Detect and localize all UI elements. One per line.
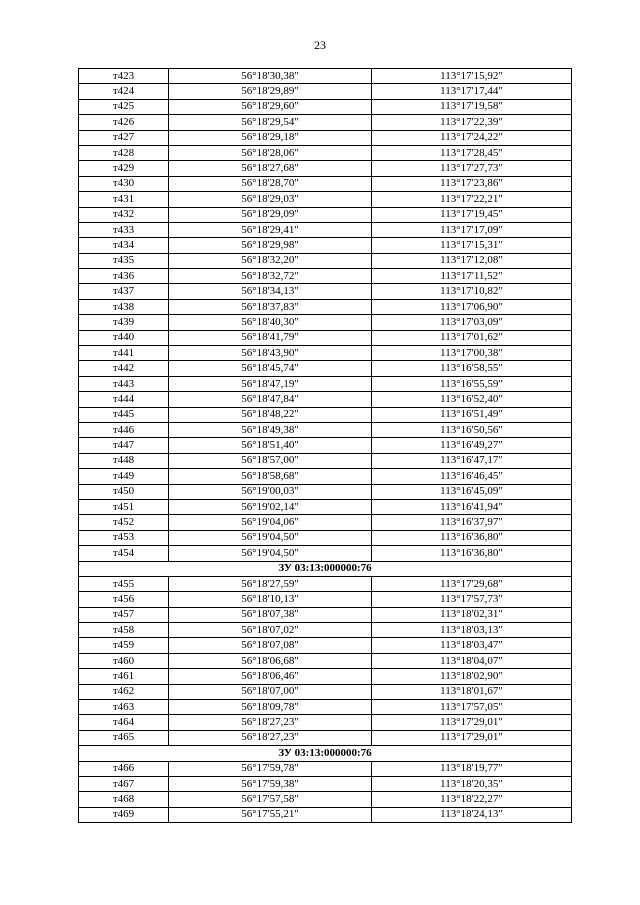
latitude-cell: 56°18'29,41": [169, 222, 372, 237]
section-title: ЗУ 03:13:000000:76: [79, 746, 572, 761]
table-row: [79, 99, 572, 114]
table-row: [79, 69, 572, 84]
point-id-cell: т469: [79, 807, 169, 822]
longitude-cell: 113°17'17,44": [372, 84, 572, 99]
longitude-cell: 113°16'36,80": [372, 546, 572, 561]
latitude-cell: 56°19'02,14": [169, 499, 372, 514]
longitude-cell: 113°17'15,92": [372, 69, 572, 84]
latitude-cell: 56°18'32,72": [169, 269, 372, 284]
latitude-cell: 56°18'40,30": [169, 315, 372, 330]
point-id-cell: т441: [79, 346, 169, 361]
latitude-cell: 56°18'07,02": [169, 623, 372, 638]
point-id-cell: т438: [79, 299, 169, 314]
point-id-cell: т462: [79, 684, 169, 699]
longitude-cell: 113°16'36,80": [372, 530, 572, 545]
longitude-cell: 113°16'49,27": [372, 438, 572, 453]
point-id-cell: т455: [79, 576, 169, 591]
point-id-cell: т454: [79, 546, 169, 561]
table-row: [79, 592, 572, 607]
point-id-cell: т464: [79, 715, 169, 730]
coordinates-table-body: [79, 69, 572, 823]
point-id-cell: т444: [79, 392, 169, 407]
point-id-cell: т430: [79, 176, 169, 191]
point-id-cell: т424: [79, 84, 169, 99]
table-row: [79, 623, 572, 638]
point-id-cell: т434: [79, 238, 169, 253]
latitude-cell: 56°17'59,38": [169, 776, 372, 791]
latitude-cell: 56°18'29,18": [169, 130, 372, 145]
latitude-cell: 56°18'32,20": [169, 253, 372, 268]
longitude-cell: 113°17'11,52": [372, 269, 572, 284]
latitude-cell: 56°19'04,50": [169, 546, 372, 561]
table-row: [79, 392, 572, 407]
table-row: [79, 376, 572, 391]
point-id-cell: т467: [79, 776, 169, 791]
longitude-cell: 113°17'22,39": [372, 115, 572, 130]
table-row: [79, 546, 572, 561]
table-row: [79, 330, 572, 345]
longitude-cell: 113°17'27,73": [372, 161, 572, 176]
longitude-cell: 113°17'01,62": [372, 330, 572, 345]
table-row: [79, 469, 572, 484]
point-id-cell: т437: [79, 284, 169, 299]
latitude-cell: 56°19'04,06": [169, 515, 372, 530]
table-row: [79, 299, 572, 314]
point-id-cell: т439: [79, 315, 169, 330]
latitude-cell: 56°18'29,54": [169, 115, 372, 130]
latitude-cell: 56°18'07,08": [169, 638, 372, 653]
coordinates-table: [78, 68, 572, 823]
longitude-cell: 113°17'10,82": [372, 284, 572, 299]
latitude-cell: 56°19'00,03": [169, 484, 372, 499]
longitude-cell: 113°17'03,09": [372, 315, 572, 330]
table-row: [79, 238, 572, 253]
latitude-cell: 56°18'49,38": [169, 422, 372, 437]
latitude-cell: 56°18'29,98": [169, 238, 372, 253]
longitude-cell: 113°16'50,56": [372, 422, 572, 437]
table-row: [79, 176, 572, 191]
table-row: [79, 422, 572, 437]
point-id-cell: т450: [79, 484, 169, 499]
latitude-cell: 56°18'47,19": [169, 376, 372, 391]
table-row: [79, 700, 572, 715]
table-row: [79, 715, 572, 730]
point-id-cell: т442: [79, 361, 169, 376]
latitude-cell: 56°18'47,84": [169, 392, 372, 407]
table-row: [79, 115, 572, 130]
latitude-cell: 56°18'27,23": [169, 730, 372, 745]
point-id-cell: т429: [79, 161, 169, 176]
table-row: [79, 807, 572, 822]
longitude-cell: 113°18'20,35": [372, 776, 572, 791]
page-number: 23: [314, 38, 326, 52]
point-id-cell: т448: [79, 453, 169, 468]
latitude-cell: 56°18'07,38": [169, 607, 372, 622]
point-id-cell: т427: [79, 130, 169, 145]
longitude-cell: 113°17'00,38": [372, 346, 572, 361]
longitude-cell: 113°17'23,86": [372, 176, 572, 191]
section-title: ЗУ 03:13:000000:76: [79, 561, 572, 576]
longitude-cell: 113°17'22,21": [372, 192, 572, 207]
latitude-cell: 56°18'43,90": [169, 346, 372, 361]
latitude-cell: 56°18'29,89": [169, 84, 372, 99]
point-id-cell: т445: [79, 407, 169, 422]
latitude-cell: 56°19'04,50": [169, 530, 372, 545]
latitude-cell: 56°18'51,40": [169, 438, 372, 453]
longitude-cell: 113°18'24,13": [372, 807, 572, 822]
table-row: [79, 669, 572, 684]
latitude-cell: 56°18'27,23": [169, 715, 372, 730]
longitude-cell: 113°17'29,68": [372, 576, 572, 591]
point-id-cell: т458: [79, 623, 169, 638]
section-header-row: [79, 561, 572, 576]
point-id-cell: т426: [79, 115, 169, 130]
point-id-cell: т461: [79, 669, 169, 684]
longitude-cell: 113°18'03,13": [372, 623, 572, 638]
section-header-row: [79, 746, 572, 761]
longitude-cell: 113°16'58,55": [372, 361, 572, 376]
latitude-cell: 56°18'27,59": [169, 576, 372, 591]
longitude-cell: 113°18'04,07": [372, 653, 572, 668]
table-row: [79, 453, 572, 468]
point-id-cell: т435: [79, 253, 169, 268]
longitude-cell: 113°16'47,17": [372, 453, 572, 468]
latitude-cell: 56°17'59,78": [169, 761, 372, 776]
longitude-cell: 113°18'02,31": [372, 607, 572, 622]
longitude-cell: 113°16'55,59": [372, 376, 572, 391]
latitude-cell: 56°18'29,60": [169, 99, 372, 114]
latitude-cell: 56°18'41,79": [169, 330, 372, 345]
table-row: [79, 607, 572, 622]
table-row: [79, 315, 572, 330]
latitude-cell: 56°18'07,00": [169, 684, 372, 699]
table-row: [79, 792, 572, 807]
latitude-cell: 56°18'57,00": [169, 453, 372, 468]
table-row: [79, 207, 572, 222]
latitude-cell: 56°18'10,13": [169, 592, 372, 607]
table-row: [79, 407, 572, 422]
point-id-cell: т447: [79, 438, 169, 453]
longitude-cell: 113°17'06,90": [372, 299, 572, 314]
longitude-cell: 113°17'15,31": [372, 238, 572, 253]
point-id-cell: т459: [79, 638, 169, 653]
table-row: [79, 346, 572, 361]
table-row: [79, 730, 572, 745]
longitude-cell: 113°17'57,73": [372, 592, 572, 607]
longitude-cell: 113°16'45,09": [372, 484, 572, 499]
point-id-cell: т436: [79, 269, 169, 284]
table-row: [79, 361, 572, 376]
point-id-cell: т432: [79, 207, 169, 222]
longitude-cell: 113°18'22,27": [372, 792, 572, 807]
latitude-cell: 56°18'28,70": [169, 176, 372, 191]
table-row: [79, 253, 572, 268]
latitude-cell: 56°17'55,21": [169, 807, 372, 822]
longitude-cell: 113°17'28,45": [372, 145, 572, 160]
longitude-cell: 113°16'52,40": [372, 392, 572, 407]
point-id-cell: т460: [79, 653, 169, 668]
table-row: [79, 269, 572, 284]
table-row: [79, 638, 572, 653]
point-id-cell: т440: [79, 330, 169, 345]
point-id-cell: т451: [79, 499, 169, 514]
longitude-cell: 113°16'37,97": [372, 515, 572, 530]
longitude-cell: 113°17'29,01": [372, 715, 572, 730]
point-id-cell: т428: [79, 145, 169, 160]
point-id-cell: т465: [79, 730, 169, 745]
table-row: [79, 515, 572, 530]
latitude-cell: 56°18'06,46": [169, 669, 372, 684]
point-id-cell: т446: [79, 422, 169, 437]
latitude-cell: 56°18'29,03": [169, 192, 372, 207]
point-id-cell: т457: [79, 607, 169, 622]
latitude-cell: 56°18'58,68": [169, 469, 372, 484]
table-row: [79, 761, 572, 776]
point-id-cell: т431: [79, 192, 169, 207]
table-row: [79, 438, 572, 453]
table-row: [79, 530, 572, 545]
table-row: [79, 776, 572, 791]
table-row: [79, 499, 572, 514]
longitude-cell: 113°18'01,67": [372, 684, 572, 699]
table-row: [79, 576, 572, 591]
point-id-cell: т443: [79, 376, 169, 391]
point-id-cell: т433: [79, 222, 169, 237]
longitude-cell: 113°16'41,94": [372, 499, 572, 514]
table-row: [79, 284, 572, 299]
latitude-cell: 56°18'48,22": [169, 407, 372, 422]
point-id-cell: т452: [79, 515, 169, 530]
point-id-cell: т463: [79, 700, 169, 715]
latitude-cell: 56°18'45,74": [169, 361, 372, 376]
longitude-cell: 113°17'24,22": [372, 130, 572, 145]
table-row: [79, 161, 572, 176]
point-id-cell: т466: [79, 761, 169, 776]
point-id-cell: т449: [79, 469, 169, 484]
latitude-cell: 56°18'34,13": [169, 284, 372, 299]
longitude-cell: 113°16'46,45": [372, 469, 572, 484]
longitude-cell: 113°17'17,09": [372, 222, 572, 237]
table-row: [79, 484, 572, 499]
longitude-cell: 113°18'03,47": [372, 638, 572, 653]
longitude-cell: 113°17'19,45": [372, 207, 572, 222]
point-id-cell: т468: [79, 792, 169, 807]
table-row: [79, 130, 572, 145]
longitude-cell: 113°16'51,49": [372, 407, 572, 422]
latitude-cell: 56°18'06,68": [169, 653, 372, 668]
longitude-cell: 113°17'12,08": [372, 253, 572, 268]
table-row: [79, 145, 572, 160]
latitude-cell: 56°18'27,68": [169, 161, 372, 176]
longitude-cell: 113°18'19,77": [372, 761, 572, 776]
longitude-cell: 113°17'57,05": [372, 700, 572, 715]
latitude-cell: 56°17'57,58": [169, 792, 372, 807]
latitude-cell: 56°18'09,78": [169, 700, 372, 715]
table-row: [79, 84, 572, 99]
latitude-cell: 56°18'28,06": [169, 145, 372, 160]
point-id-cell: т425: [79, 99, 169, 114]
point-id-cell: т453: [79, 530, 169, 545]
table-row: [79, 653, 572, 668]
table-row: [79, 684, 572, 699]
longitude-cell: 113°17'19,58": [372, 99, 572, 114]
table-row: [79, 222, 572, 237]
latitude-cell: 56°18'37,83": [169, 299, 372, 314]
latitude-cell: 56°18'30,38": [169, 69, 372, 84]
point-id-cell: т456: [79, 592, 169, 607]
latitude-cell: 56°18'29,09": [169, 207, 372, 222]
table-row: [79, 192, 572, 207]
longitude-cell: 113°18'02,90": [372, 669, 572, 684]
longitude-cell: 113°17'29,01": [372, 730, 572, 745]
point-id-cell: т423: [79, 69, 169, 84]
